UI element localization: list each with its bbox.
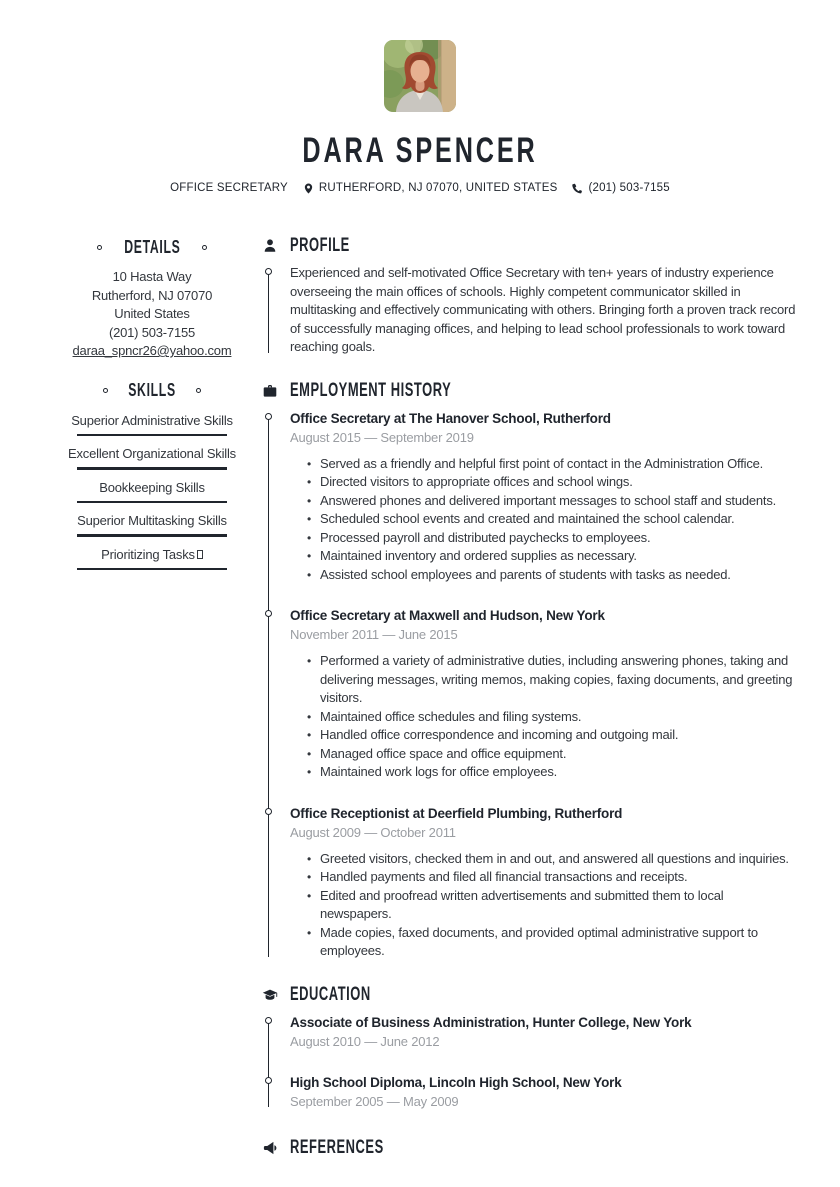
job-dates: August 2009 — October 2011 — [290, 824, 456, 840]
details-block — [57, 238, 247, 361]
email-link[interactable]: daraa_spncr26@yahoo.com — [72, 343, 232, 358]
job-bullet: • Served as a friendly and helpful first point of contact in the Administration Office. — [290, 455, 796, 474]
job-title: Office Secretary at Maxwell and Hudson, New York — [290, 608, 605, 624]
job-bullet: • Maintained work logs for office employees. — [290, 763, 796, 782]
job-title-text: OFFICE SECRETARY — [170, 182, 288, 194]
skill-underline — [77, 467, 227, 470]
job-dates: November 2011 — June 2015 — [290, 627, 458, 643]
job-bullet: • Scheduled school events and created and maintained the school calendar. — [290, 510, 796, 529]
education-dates: September 2005 — May 2009 — [290, 1093, 459, 1109]
education-entry — [290, 1013, 796, 1051]
sidebar — [57, 238, 247, 579]
job-bullet: • Processed payroll and distributed paychecks to employees. — [290, 529, 796, 548]
job-entry — [290, 804, 796, 961]
job-title: Office Receptionist at Deerfield Plumbing, Rutherford — [290, 805, 623, 821]
location-text: RUTHERFORD, NJ 07070, UNITED STATES — [318, 182, 558, 194]
decorative-dot-icon — [103, 388, 108, 393]
profile-header — [262, 236, 796, 256]
graduation-cap-icon — [262, 987, 278, 1003]
main-column — [262, 236, 796, 1166]
decorative-dot-icon — [202, 245, 207, 250]
job-bullet: • Performed a variety of administrative duties, including answering phones, taking and delivering messages, writing memos, making copies, faxing documents, and greeting visitors. — [290, 652, 796, 708]
phone-text: (201) 503-7155 — [588, 182, 670, 194]
skill-text: Bookkeeping Skills — [99, 479, 205, 495]
skill-label — [57, 479, 247, 496]
skill-item — [57, 479, 247, 504]
skill-item — [57, 445, 247, 470]
skill-item — [57, 512, 247, 537]
skill-text: Superior Multitasking Skills — [77, 513, 227, 529]
education-degree: High School Diploma, Lincoln High School, New York — [290, 1074, 622, 1090]
profile-photo — [384, 40, 456, 112]
detail-line: Rutherford, NJ 07070 — [91, 287, 213, 303]
job-bullet: • Edited and proofread written advertisements and submitted them to local newspapers. — [290, 887, 796, 924]
skill-text: Superior Administrative Skills — [71, 412, 233, 428]
skill-underline — [77, 501, 227, 504]
education-entry — [290, 1073, 796, 1111]
briefcase-icon — [262, 383, 278, 399]
education-title: EDUCATION — [290, 983, 371, 1005]
skill-label — [57, 412, 247, 429]
education-dates: August 2010 — June 2012 — [290, 1033, 440, 1049]
references-title: REFERENCES — [290, 1136, 384, 1158]
job-bullet: • Managed office space and office equipment. — [290, 745, 796, 764]
job-bullet: • Handled payments and filed all financial transactions and receipts. — [290, 868, 796, 887]
skill-text: Excellent Organizational Skills — [68, 446, 236, 462]
job-bullet: • Handled office correspondence and incoming and outgoing mail. — [290, 726, 796, 745]
job-bullets — [290, 850, 796, 961]
employment-title: EMPLOYMENT HISTORY — [290, 379, 452, 401]
missing-glyph-box — [197, 550, 203, 559]
decorative-dot-icon — [196, 388, 201, 393]
section-education — [262, 985, 796, 1111]
education-header — [262, 985, 796, 1005]
skills-block — [57, 382, 247, 571]
job-bullets — [290, 455, 796, 585]
profile-text: Experienced and self-motivated Office Secretary with ten+ years of industry experience overseeing the main offices of schools. Highly competent communicator skilled in multitasking and effectively communicating with others. Bringing forth a proven track record of successfully managing offices, and helping to lead school professionals to work toward reaching goals. — [290, 265, 796, 355]
decorative-dot-icon — [97, 245, 102, 250]
detail-line: United States — [114, 306, 190, 321]
job-bullets — [290, 652, 796, 782]
skill-label — [57, 546, 247, 563]
employment-header — [262, 381, 796, 401]
details-title: DETAILS — [123, 236, 181, 257]
contact-job-title — [170, 182, 288, 194]
detail-line: 10 Hasta Way — [112, 269, 192, 284]
location-pin-icon — [303, 183, 314, 194]
job-bullet: • Greeted visitors, checked them in and out, and answered all questions and inquiries. — [290, 850, 796, 869]
job-bullet: • Maintained inventory and ordered supplies as necessary. — [290, 547, 796, 566]
job-bullet: • Maintained office schedules and filing systems. — [290, 708, 796, 727]
candidate-name: DARA SPENCER — [302, 131, 538, 170]
profile-title: PROFILE — [290, 235, 350, 256]
profile-entry — [290, 264, 796, 357]
skill-label — [57, 512, 247, 529]
contact-location — [303, 182, 558, 194]
megaphone-icon — [262, 1140, 278, 1156]
education-degree: Associate of Business Administration, Hunter College, New York — [290, 1014, 692, 1030]
detail-line: (201) 503-7155 — [108, 324, 196, 340]
references-header — [262, 1138, 796, 1158]
job-entry — [290, 409, 796, 585]
job-dates: August 2015 — September 2019 — [290, 429, 474, 445]
contact-phone — [572, 182, 669, 194]
job-bullet: • Directed visitors to appropriate offices and school wings. — [290, 473, 796, 492]
skill-underline — [77, 534, 227, 537]
skill-label — [57, 445, 247, 462]
skills-title: SKILLS — [128, 380, 176, 400]
job-bullet: • Assisted school employees and parents of students with tasks as needed. — [290, 566, 796, 585]
job-bullet: • Answered phones and delivered important messages to school staff and students. — [290, 492, 796, 511]
skill-text: Prioritizing Tasks — [101, 546, 195, 562]
skill-item — [57, 546, 247, 571]
skill-item — [57, 412, 247, 437]
skill-underline — [77, 434, 227, 437]
employment-body — [262, 409, 796, 961]
section-profile — [262, 236, 796, 357]
person-icon — [262, 238, 278, 254]
job-entry — [290, 606, 796, 782]
education-body — [262, 1013, 796, 1111]
job-bullet: • Made copies, faxed documents, and provided optimal administrative support to employees. — [290, 924, 796, 961]
job-title: Office Secretary at The Hanover School, Rutherford — [290, 410, 611, 426]
section-references — [262, 1138, 796, 1158]
section-employment — [262, 381, 796, 961]
portrait-illustration — [384, 40, 456, 112]
profile-body — [262, 264, 796, 357]
details-header — [57, 238, 247, 256]
contact-row — [0, 182, 840, 194]
skills-header — [57, 382, 247, 400]
skill-underline — [77, 568, 227, 571]
phone-icon — [572, 183, 583, 194]
